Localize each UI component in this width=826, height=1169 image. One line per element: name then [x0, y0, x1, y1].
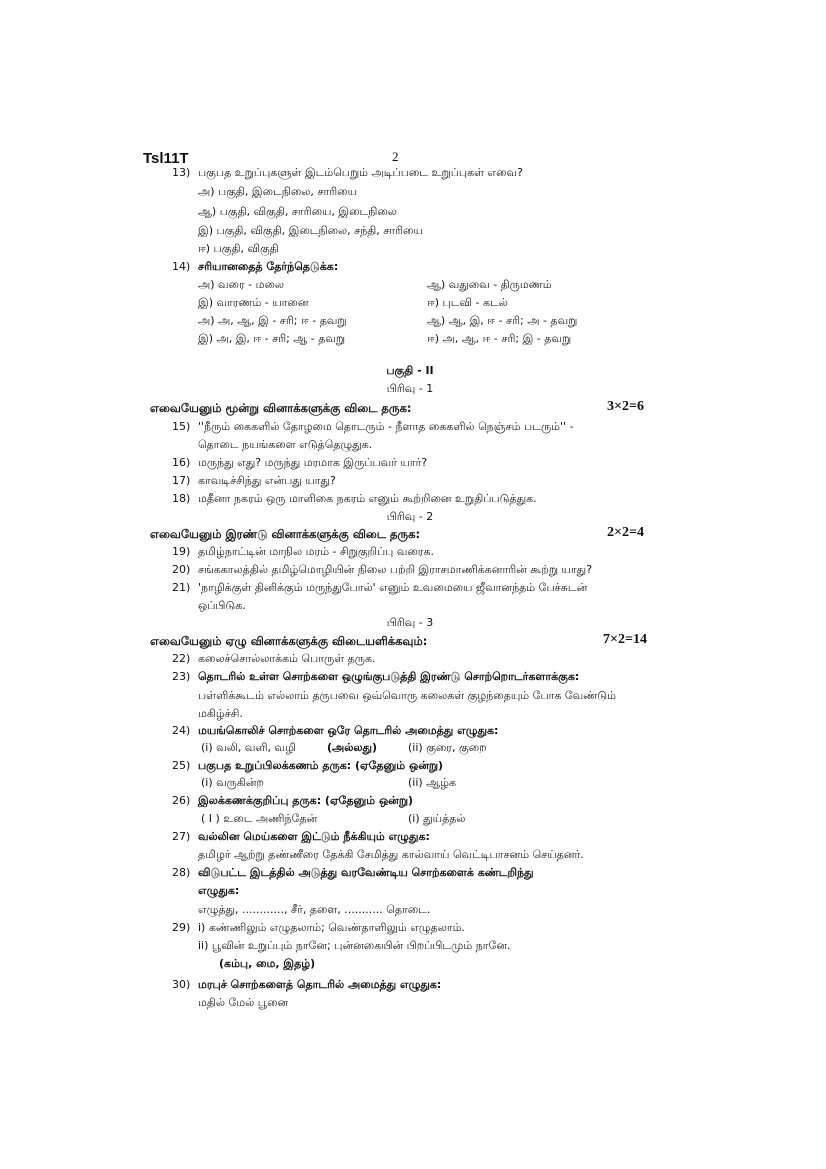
q16-text: மருந்து எது? மருந்து மரமாக இருப்பவர் யார்? — [198, 456, 428, 469]
q20-number: 20) — [172, 563, 191, 576]
q23-text: தொடரில் உள்ள சொற்களை ஒழுங்குபடுத்தி இரண்டு சொற்றொடர்களாக்குக: — [198, 670, 580, 683]
q24-option-i: (i) வலி, வளி, வழி — [201, 741, 296, 754]
q23-number: 23) — [172, 670, 191, 683]
q29-riddle-ii: ii) பூவின் உறுப்பும் நானே; புன்னகையின் பிறப்பிடமும் நானே. — [198, 939, 511, 952]
section2-instruction: எவையேனும் இரண்டு வினாக்களுக்கு விடை தருக: — [150, 527, 421, 541]
q13-text: பகுபத உறுப்புகளுள் இடம்பெறும் அடிப்படை உறுப்புகள் எவை? — [198, 166, 523, 179]
q28-number: 28) — [172, 866, 191, 879]
q14-pair-a: அ) வரை - மலை — [198, 278, 284, 291]
q25-number: 25) — [172, 759, 191, 772]
q23-line2: பள்ளிக்கூடம் எல்லாம் தருபவை ஒவ்வொரு கலைகள் குழந்தையும் போக வேண்டும் — [198, 689, 616, 702]
q22-text: கலைச்சொல்லாக்கம் பொருள் தருக. — [198, 652, 376, 665]
q18-text: மதீனா நகரம் ஒரு மாளிகை நகரம் எனும் கூற்றினை உறுதிப்படுத்துக. — [198, 492, 537, 505]
q27-number: 27) — [172, 830, 191, 843]
q19-text: தமிழ்நாட்டின் மாநில மரம் - சிறுகுறிப்பு வரைக. — [198, 545, 435, 558]
q30-line2: மதில் மேல் பூனை — [198, 996, 289, 1009]
q29-number: 29) — [172, 921, 191, 934]
q14-pair-c: இ) வாரணம் - யானை — [198, 296, 309, 309]
q26-option-ii: (i) துய்த்தல் — [408, 812, 466, 825]
q14-pair-b: ஆ) வதுவை - திருமணம் — [427, 278, 552, 291]
q20-text: சங்ககாலத்தில் தமிழ்மொழியின் நிலை பற்றி இராசமாணிக்கனாரின் கூற்று யாது? — [198, 563, 593, 576]
q24-or: (அல்லது) — [327, 741, 378, 754]
q29-choices: (கம்பு, மை, இதழ்) — [219, 957, 316, 970]
q26-number: 26) — [172, 794, 191, 807]
paper-code: Tsl11T — [143, 150, 189, 167]
q21-number: 21) — [172, 581, 191, 594]
q18-number: 18) — [172, 492, 191, 505]
section1-marks: 3×2=6 — [607, 399, 644, 414]
q28-line2: எழுதுக: — [198, 884, 240, 897]
q14-text: சரியானதைத் தேர்ந்தெடுக்க: — [198, 260, 339, 273]
q26-option-i: ( I ) உடை அணிந்தேன் — [201, 812, 318, 825]
q30-number: 30) — [172, 978, 191, 991]
q27-line2: தமிழர் ஆற்று தண்ணீரை தேக்கி சேமித்து கால்வாய் வெட்டிபாசனம் செய்தனர். — [198, 848, 584, 861]
q29-riddle-i: i) கண்ணிலும் எழுதலாம்; வெண்தாளிலும் எழுதலாம். — [198, 921, 465, 934]
q26-text: இலக்கணக்குறிப்பு தருக: (ஏதேனும் ஒன்று) — [198, 794, 414, 807]
q21-line2: ஒப்பிடுக. — [198, 599, 246, 612]
q15-line2: தொடை நயங்களை எடுத்தெழுதுக. — [198, 438, 373, 451]
q24-text: மயங்கொலிச் சொற்களை ஒரே தொடரில் அமைத்து எழுதுக: — [198, 724, 499, 737]
q28-text: விடுபட்ட இடத்தில் அடுத்து வரவேண்டிய சொற்களைக் கண்டறிந்து — [198, 866, 534, 879]
q13-option-d: ஈ) பகுதி, விகுதி — [198, 242, 279, 255]
section1-instruction: எவையேனும் மூன்று வினாக்களுக்கு விடை தருக: — [150, 401, 412, 415]
q21-line1: 'நாழிக்குள் தினிக்கும் மருந்துபோல்' எனும் உவமையை ஜீவானந்தம் பேச்சுடன் — [198, 581, 588, 594]
section3-marks: 7×2=14 — [603, 632, 647, 647]
q14-number: 14) — [172, 260, 191, 273]
q24-number: 24) — [172, 724, 191, 737]
section3-title: பிரிவு - 3 — [386, 616, 434, 629]
q24-option-ii: (ii) குரை, குறை — [408, 741, 487, 754]
q16-number: 16) — [172, 456, 191, 469]
q25-option-ii: (ii) ஆழ்க — [408, 776, 456, 789]
q15-line1: ''நீரும் கைகளில் தோழமை தொடரும் - நீளாத கைகளில் நெஞ்சம் படரும்'' - — [198, 420, 574, 433]
section3-instruction: எவையேனும் ஏழு வினாக்களுக்கு விடையளிக்கவும்: — [150, 634, 428, 648]
page-number: 2 — [392, 149, 399, 164]
q22-number: 22) — [172, 652, 191, 665]
q17-text: காவடிச்சிந்து என்பது யாது? — [198, 474, 336, 487]
section2-marks: 2×2=4 — [607, 525, 644, 540]
q14-answer-a: அ) அ, ஆ, இ - சரி; ஈ - தவறு — [198, 314, 347, 327]
q23-line3: மகிழ்ச்சி. — [198, 707, 243, 720]
q14-answer-d: ஈ) அ, ஆ, ஈ - சரி; இ - தவறு — [427, 332, 572, 345]
q14-pair-d: ஈ) புடவி - கடல் — [427, 296, 508, 309]
q17-number: 17) — [172, 474, 191, 487]
q30-text: மரபுச் சொற்களைத் தொடரில் அமைத்து எழுதுக: — [198, 978, 442, 991]
part-title: பகுதி - II — [386, 364, 434, 377]
q15-number: 15) — [172, 420, 191, 433]
q25-option-i: (i) வருகின்ற — [201, 776, 265, 789]
q19-number: 19) — [172, 545, 191, 558]
q25-text: பகுபத உறுப்பிலக்கணம் தருக: (ஏதேனும் ஒன்று) — [198, 759, 444, 772]
q13-option-a: அ) பகுதி, இடைநிலை, சாரியை — [198, 185, 358, 198]
section2-title: பிரிவு - 2 — [386, 510, 434, 523]
q14-answer-c: இ) அ, இ, ஈ - சரி; ஆ - தவறு — [198, 332, 346, 345]
q13-number: 13) — [172, 166, 191, 179]
q27-text: வல்லின மெய்களை இட்டும் நீக்கியும் எழுதுக: — [198, 830, 430, 843]
q28-line3: எழுத்து, ............, சீர், தளை, ........... தொடை. — [198, 903, 431, 916]
section1-title: பிரிவு - 1 — [386, 382, 434, 395]
q13-option-b: ஆ) பகுதி, விகுதி, சாரியை, இடைநிலை — [198, 205, 397, 218]
q13-option-c: இ) பகுதி, விகுதி, இடைநிலை, சந்தி, சாரியை — [198, 224, 423, 237]
q14-answer-b: ஆ) ஆ, இ, ஈ - சரி; அ - தவறு — [427, 314, 578, 327]
